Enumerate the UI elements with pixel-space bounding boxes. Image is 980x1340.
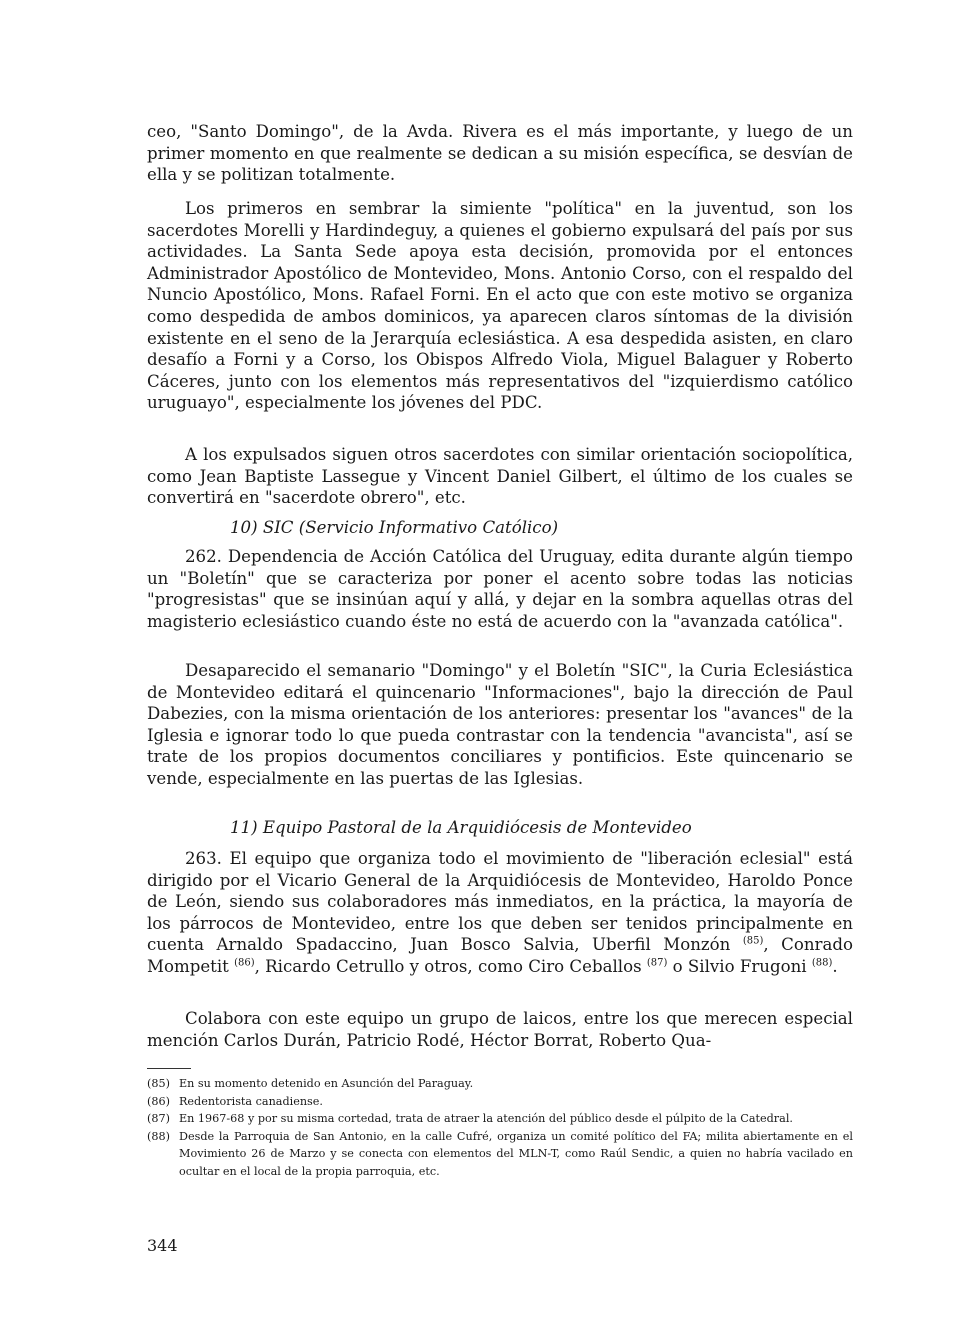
footnote-ref-88: (88)	[811, 957, 833, 969]
footnote-number: (87)	[147, 1112, 170, 1126]
paragraph-laicos: Colabora con este equipo un grupo de laicos, entre los que merecen especial mención Carlos Durán, Patricio Rodé, Héctor Borrat, Roberto Qua-	[147, 1009, 853, 1050]
footnote-85	[147, 1075, 853, 1093]
p263-text-c: , Ricardo Cetrullo y otros, como Ciro Ceballos	[254, 956, 647, 976]
footnote-number: (85)	[147, 1077, 170, 1090]
footnote-text: Desde la Parroquia de San Antonio, en la calle Cufré, organiza un comité político del FA; milita abiertamente en el Movimiento 26 de Marzo y se conecta con elementos del MLN-T, como Raúl Sendic, a quien no habría vacilado en ocultar en el local de la propia parroquia, etc.	[179, 1129, 853, 1178]
paragraph-262: 262. Dependencia de Acción Católica del Uruguay, edita durante algún tiempo un "Boletín" que se caracteriza por poner el acento sobre todas las noticias "progresistas" que se insinúan aquí y allá, y dejar en la sombra aquellas otras del magisterio eclesiástico cuando éste no está de acuerdo con la "avanzada católica".	[147, 547, 853, 631]
paragraph-expelled-priests: A los expulsados siguen otros sacerdotes con similar orientación sociopolítica, como Jean Baptiste Lassegue y Vincent Daniel Gilbert, el último de los cuales se convertirá en "sacerdote obrero", etc.	[147, 445, 853, 508]
footnote-text: Redentorista canadiense.	[179, 1094, 323, 1108]
footnote-86	[147, 1093, 853, 1111]
footnote-ref-86: (86)	[234, 957, 255, 969]
footnote-ref-85: (85)	[742, 935, 764, 947]
footnote-divider	[147, 1068, 191, 1069]
paragraph-informaciones: Desaparecido el semanario "Domingo" y el Boletín "SIC", la Curia Eclesiástica de Montevideo editará el quincenario "Informaciones", bajo la dirección de Paul Dabezies, con la misma orientación de los anteriores: presentar los "avances" de la Iglesia e ignorar todo lo que pueda contrastar con la tendencia "avancista", así se trate de los propios documentos conciliares y pontificios. Este quincenario se vende, especialmente en las puertas de las Iglesias.	[147, 661, 853, 788]
footnotes	[147, 1075, 853, 1181]
footnote-text: En su momento detenido en Asunción del Paraguay.	[179, 1077, 474, 1090]
section-heading-equipo-pastoral: 11) Equipo Pastoral de la Arquidiócesis de Montevideo	[230, 818, 692, 837]
paragraph-first-sowers: Los primeros en sembrar la simiente "política" en la juventud, son los sacerdotes Morelli y Hardindeguy, a quienes el gobierno expulsará del país por sus actividades. La Santa Sede apoya esta decisión, promovida por el entonces Administrador Apostólico de Montevideo, Mons. Antonio Corso, con el respaldo del Nuncio Apostólico, Mons. Rafael Forni. En el acto que con este motivo se organiza como despedida de ambos dominicos, ya aparecen claros síntomas de la división existente en el seno de la Jerarquía eclesiástica. A esa despedida asisten, en claro desafío a Forni y a Corso, los Obispos Alfredo Viola, Miguel Balaguer y Roberto Cáceres, junto con los elementos más representativos del "izquierdismo católico uruguayo", especialmente los jóvenes del PDC.	[147, 199, 853, 413]
p263-text-a: 263. El equipo que organiza todo el movimiento de "liberación eclesial" está dirigido por el Vicario General de la Arquidiócesis de Montevideo, Haroldo Ponce de León, siendo sus colaboradores más inmediatos, en la práctica, la mayoría de los párrocos de Montevideo, entre los que deben ser tenidos principalmente en cuenta Arnaldo Spadaccino, Juan Bosco Salvia, Uberfil Monzón	[147, 849, 853, 955]
p263-text-d: o Silvio Frugoni	[667, 956, 812, 976]
p263-text-b: , Conrado Mompetit	[147, 935, 853, 976]
footnote-number: (86)	[147, 1094, 170, 1108]
section-heading-sic: 10) SIC (Servicio Informativo Católico)	[230, 518, 559, 537]
footnote-text: En 1967-68 y por su misma cortedad, trata de atraer la atención del público desde el púlpito de la Catedral.	[179, 1112, 793, 1126]
footnote-ref-87: (87)	[646, 957, 668, 969]
paragraph-continuation: ceo, "Santo Domingo", de la Avda. Rivera es el más importante, y luego de un primer momento en que realmente se dedican a su misión específica, se desvían de ella y se politizan totalmente.	[147, 122, 853, 185]
footnote-87	[147, 1110, 853, 1128]
footnote-number: (88)	[147, 1129, 170, 1143]
page-number: 344	[147, 1236, 178, 1255]
paragraph-263	[147, 848, 853, 978]
p263-text-e: .	[832, 956, 838, 976]
footnote-88	[147, 1128, 853, 1181]
